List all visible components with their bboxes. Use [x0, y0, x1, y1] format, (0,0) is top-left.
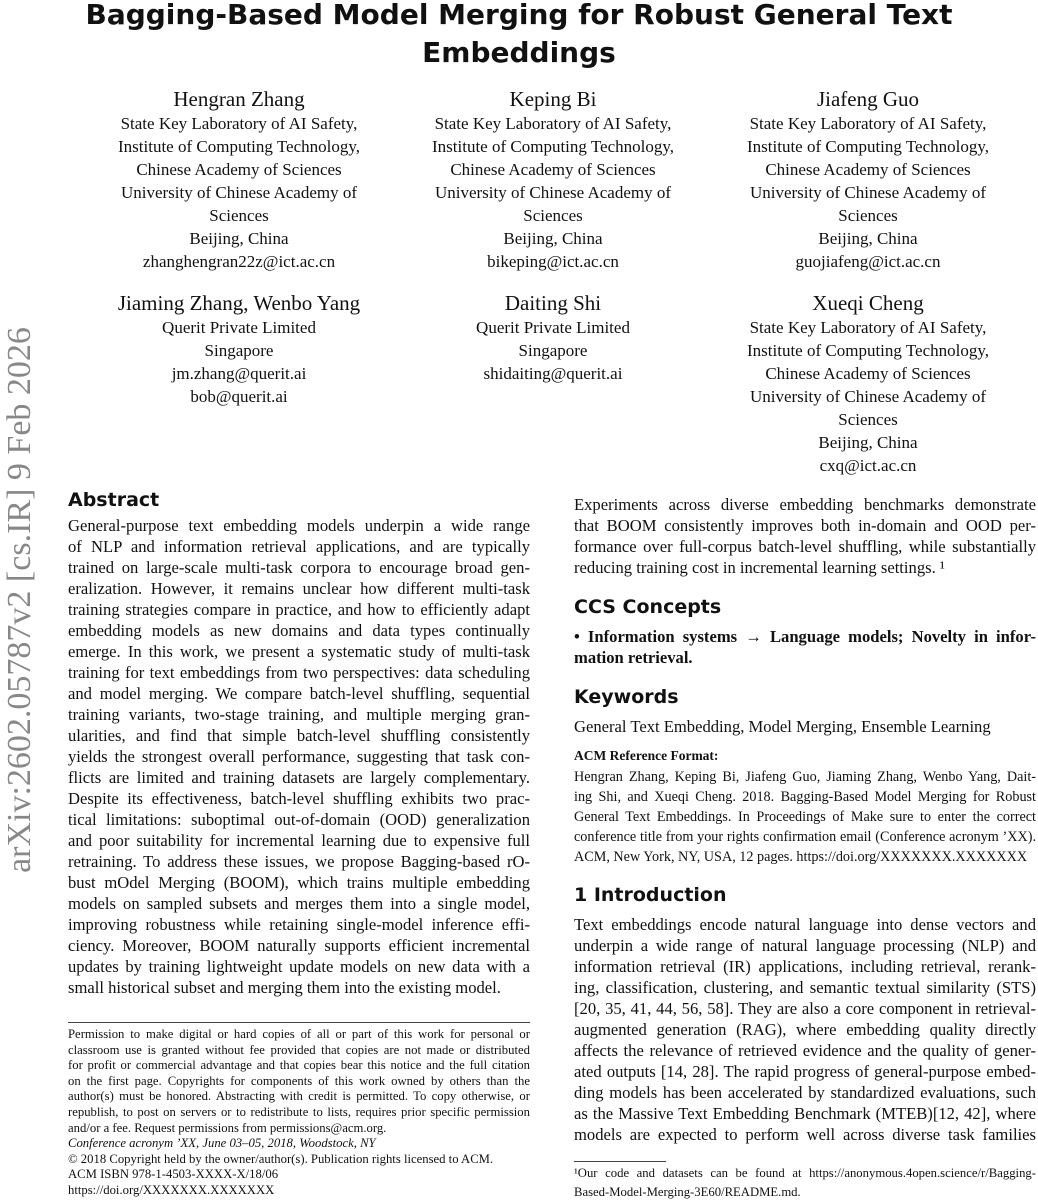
author-email[interactable]: cxq@ict.ac.cn [819, 456, 917, 475]
author-affiliation: Beijing, China [189, 229, 289, 248]
author-card [79, 87, 399, 273]
permission-line: Permission to make digital or hard copies of all or part of this work for personal or [68, 1027, 530, 1041]
author-email[interactable]: guojiafeng@ict.ac.cn [795, 252, 941, 271]
abstract-line: General-purpose text embedding models underpin a wide range [68, 516, 530, 535]
introduction-line: augmented generation (RAG), where embedding quality directly [574, 1020, 1036, 1039]
abstract-continued-line: formance over full-corpus batch-level shuffling, while substantially [574, 537, 1036, 556]
author-affiliation: University of Chinese Academy of [749, 387, 987, 406]
copyright-line: © 2018 Copyright held by the owner/author(s). Publication rights licensed to ACM. [68, 1151, 494, 1166]
author-affiliation: Querit Private Limited [162, 318, 316, 337]
author-card [79, 291, 399, 408]
introduction-text [574, 914, 1036, 1145]
author-card [393, 291, 713, 385]
permission-line: author(s) must be honored. Abstracting with credit is permitted. To copy otherwise, or [68, 1089, 530, 1104]
abstract-line: yields the strongest overall performance, suggesting that task con- [68, 747, 530, 766]
acm-reference-line: General Text Embeddings. In Proceedings of Make sure to enter the correct [574, 809, 1036, 825]
abstract-line: training variants, two-stage training, and multiple merging gran- [68, 705, 530, 724]
isbn-line: ACM ISBN 978-1-4503-XXXX-X/18/06 [68, 1167, 279, 1182]
acm-reference-line: Hengran Zhang, Keping Bi, Jiafeng Guo, Jiaming Zhang, Wenbo Yang, Dait- [574, 769, 1036, 785]
acm-reference-text [574, 767, 1036, 867]
abstract-line: updates by training lightweight update models on new data with a [68, 957, 530, 976]
author-affiliation: University of Chinese Academy of [749, 183, 987, 202]
abstract-continued [574, 494, 1036, 578]
ccs-heading: CCS Concepts [574, 596, 722, 618]
abstract-heading: Abstract [68, 489, 160, 511]
introduction-line: ing, classification, clustering, and semantic textual similarity (STS) [574, 978, 1036, 997]
author-affiliation: Sciences [209, 206, 269, 225]
author-affiliation: Sciences [523, 206, 583, 225]
author-affiliation: Singapore [204, 341, 274, 360]
author-affiliation: Beijing, China [818, 433, 918, 452]
author-affiliation: Beijing, China [503, 229, 603, 248]
footnote-line: Based-Model-Merging-3E60/README.md. [574, 1184, 801, 1199]
doi-line[interactable]: https://doi.org/XXXXXXX.XXXXXXX [68, 1182, 275, 1197]
abstract-line: tical limitations: suboptimal out-of-domain (OOD) generalization [68, 810, 530, 829]
introduction-line: [20, 35, 41, 44, 56, 58]. They are also a core component in retrieval- [574, 999, 1036, 1018]
abstract-line: ularities, and find that simple batch-level shuffling consistently [68, 726, 530, 745]
author-affiliation: Institute of Computing Technology, [118, 137, 360, 156]
abstract-line: and poor suitability for incremental learning due to expensive full [68, 831, 530, 850]
abstract-line: improving robustness while retaining single-model inference effi- [68, 915, 530, 934]
code-footnote [574, 1164, 1036, 1200]
author-name: Jiafeng Guo [816, 87, 920, 111]
abstract-line: training for text embeddings from two perspectives: data scheduling [68, 663, 530, 682]
acm-reference-line: ing Shi, and Xueqi Cheng. 2018. Bagging-Based Model Merging for Robust [574, 789, 1036, 805]
author-affiliation: State Key Laboratory of AI Safety, [749, 114, 987, 133]
keywords-text: General Text Embedding, Model Merging, Ensemble Learning [574, 717, 991, 736]
author-card [708, 87, 1028, 273]
author-affiliation: State Key Laboratory of AI Safety, [120, 114, 358, 133]
introduction-line: ated outputs [14, 28]. The rapid progress of general-purpose embed- [574, 1062, 1036, 1081]
author-affiliation: Beijing, China [818, 229, 918, 248]
paper-title: Bagging-Based Model Merging for Robust General Text Embeddings [85, 0, 953, 69]
author-email[interactable]: zhanghengran22z@ict.ac.cn [142, 252, 336, 271]
abstract-line: embedding models as new domains and data types continually [68, 621, 530, 640]
author-card [393, 87, 713, 273]
abstract-line: eralization. However, it remains unclear how different multi-task [68, 579, 530, 598]
introduction-line: Text embeddings encode natural language into dense vectors and [574, 915, 1036, 934]
abstract-line: ciency. Moreover, BOOM naturally supports efficient incremental [68, 936, 530, 955]
author-name: Daiting Shi [504, 291, 602, 315]
author-affiliation: Institute of Computing Technology, [432, 137, 674, 156]
acm-reference-line: conference title from your rights confirmation email (Conference acronym ’XX). [574, 829, 1036, 845]
ccs-line: mation retrieval. [574, 648, 693, 667]
abstract-continued-line: reducing training cost in incremental learning settings. ¹ [574, 558, 945, 577]
footnote-rule-right [574, 1161, 666, 1162]
acm-reference-heading: ACM Reference Format: [574, 748, 719, 763]
abstract-line: Despite its effectiveness, batch-level shuffling exhibits two prac- [68, 789, 530, 808]
ccs-line: • Information systems → Language models; Novelty in infor- [574, 627, 1036, 646]
author-name: Jiaming Zhang, Wenbo Yang [117, 291, 361, 315]
permission-line: for profit or commercial advantage and that copies bear this notice and the full citation [68, 1058, 530, 1073]
abstract-section [68, 490, 530, 998]
author-affiliation: Institute of Computing Technology, [747, 137, 989, 156]
permission-line: on the first page. Copyrights for components of this work owned by others than the [68, 1073, 530, 1088]
permission-line: republish, to post on servers or to redistribute to lists, requires prior specific permission [68, 1104, 530, 1119]
abstract-line: of NLP and information retrieval applications, and are typically [68, 537, 530, 556]
author-affiliation: Singapore [518, 341, 588, 360]
author-affiliation: Chinese Academy of Sciences [765, 364, 971, 383]
introduction-line: ding models has been accelerated by standardized evaluations, such [574, 1083, 1036, 1102]
author-affiliation: Querit Private Limited [476, 318, 630, 337]
abstract-line: retraining. To address these issues, we propose Bagging-based rO- [68, 852, 530, 871]
author-affiliation: Chinese Academy of Sciences [136, 160, 342, 179]
abstract-line: small historical subset and merging them into the existing model. [68, 978, 501, 997]
author-name: Xueqi Cheng [812, 291, 924, 315]
acm-reference-line: ACM, New York, NY, USA, 12 pages. https://doi.org/XXXXXXX.XXXXXXX [574, 849, 1028, 865]
introduction-line: information retrieval (IR) applications, including retrieval, rerank- [574, 957, 1036, 976]
author-email[interactable]: bob@querit.ai [190, 387, 288, 406]
introduction-line: affects the relevance of retrieved evidence and the quality of gener- [574, 1041, 1036, 1060]
author-email[interactable]: shidaiting@querit.ai [483, 364, 623, 383]
footnote-rule [68, 1022, 530, 1023]
introduction-line: underpin a wide range of natural language processing (NLP) and [574, 936, 1036, 955]
author-affiliation: Chinese Academy of Sciences [450, 160, 656, 179]
permission-line: and/or a fee. Request permissions from permissions@acm.org. [68, 1120, 387, 1135]
footnote-line: ¹Our code and datasets can be found at https://anonymous.4open.science/r/Bagging- [574, 1166, 1036, 1180]
author-email[interactable]: bikeping@ict.ac.cn [487, 252, 619, 271]
abstract-line: trained on large-scale multi-task corpora to encourage broad gen- [68, 558, 530, 577]
author-affiliation: Sciences [838, 410, 898, 429]
permission-line: classroom use is granted without fee provided that copies are not made or distributed [68, 1042, 530, 1057]
author-email[interactable]: jm.zhang@querit.ai [171, 364, 307, 383]
abstract-line: emerge. In this work, we present a systematic study of multi-task [68, 642, 530, 661]
abstract-continued-line: that BOOM consistently improves both in-domain and OOD per- [574, 516, 1036, 535]
author-affiliation: University of Chinese Academy of [434, 183, 672, 202]
conference-info: Conference acronym ’XX, June 03–05, 2018, Woodstock, NY [68, 1136, 376, 1151]
author-affiliation: University of Chinese Academy of [120, 183, 358, 202]
abstract-line: bust mOdel Merging (BOOM), which trains multiple embedding [68, 873, 530, 892]
abstract-continued-line: Experiments across diverse embedding benchmarks demonstrate [574, 495, 1036, 514]
author-affiliation: Institute of Computing Technology, [747, 341, 989, 360]
author-name: Keping Bi [509, 87, 597, 111]
abstract-text [68, 515, 530, 998]
arxiv-identifier-stamp: arXiv:2602.05787v2 [cs.IR] 9 Feb 2026 [1, 327, 38, 873]
introduction-heading: 1 Introduction [574, 884, 727, 906]
author-name: Hengran Zhang [173, 87, 305, 111]
abstract-line: and model merging. We compare batch-level shuffling, sequential [68, 684, 530, 703]
author-affiliation: State Key Laboratory of AI Safety, [434, 114, 672, 133]
introduction-line: models are expected to perform well across diverse task families [574, 1125, 1036, 1144]
abstract-line: training strategies compare in practice, and how to efficiently adapt [68, 600, 530, 619]
author-affiliation: Sciences [838, 206, 898, 225]
abstract-line: models on sampled subsets and merges them into a single model, [68, 894, 530, 913]
author-card [708, 291, 1028, 477]
permission-notice [68, 1027, 530, 1199]
ccs-concepts [574, 626, 1036, 668]
author-affiliation: State Key Laboratory of AI Safety, [749, 318, 987, 337]
author-affiliation: Chinese Academy of Sciences [765, 160, 971, 179]
introduction-line: as the Massive Text Embedding Benchmark (MTEB)[12, 42], where [574, 1104, 1036, 1123]
abstract-line: flicts are limited and training datasets are largely complementary. [68, 768, 530, 787]
keywords-heading: Keywords [574, 686, 679, 708]
